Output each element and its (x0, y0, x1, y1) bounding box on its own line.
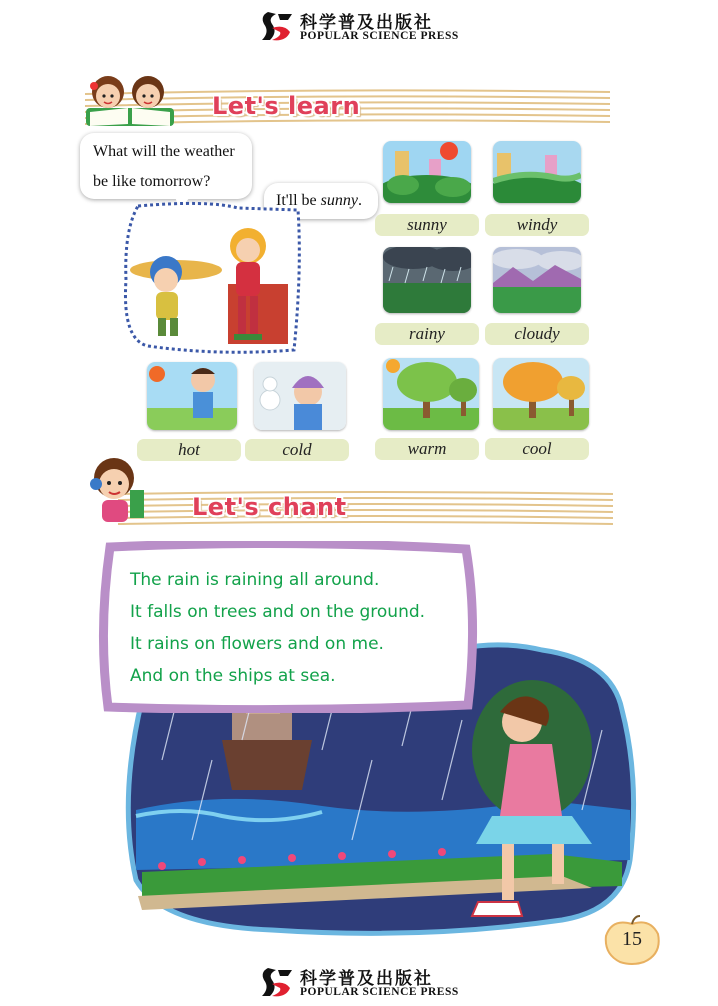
answer-text: It'll be sunny. (276, 192, 362, 209)
question-line-1: What will the weather (93, 143, 235, 160)
chant-line-3: It rains on flowers and on me. (130, 634, 384, 654)
publisher-name-cn: 科学普及出版社 (300, 969, 433, 989)
page-number: 15 (622, 928, 642, 950)
chant-line-1: The rain is raining all around. (130, 570, 380, 590)
cloudy-weather-icon (493, 247, 581, 313)
word-label-hot: hot (137, 439, 241, 461)
word-label-cool: cool (485, 438, 589, 460)
question-line-2: be like tomorrow? (93, 173, 211, 190)
chant-text (130, 568, 425, 696)
rainy-weather-icon (383, 247, 471, 313)
publisher-name-en: POPULAR SCIENCE PRESS (300, 30, 459, 42)
publisher-name-cn: 科学普及出版社 (300, 13, 433, 33)
chant-line-2: It falls on trees and on the ground. (130, 602, 426, 622)
hot-weather-icon (147, 362, 237, 430)
sunny-weather-icon (383, 141, 471, 203)
dialog-illustration (118, 200, 304, 358)
chant-line-4: And on the ships at sea. (130, 666, 336, 686)
question-bubble (80, 133, 252, 199)
publisher-header (0, 0, 718, 50)
word-label-cloudy: cloudy (485, 323, 589, 345)
learn-title: Let's learn (212, 92, 361, 120)
warm-weather-icon (383, 358, 479, 430)
girl-headphones-icon (86, 454, 150, 526)
chant-title: Let's chant (192, 493, 347, 521)
publisher-name-en: POPULAR SCIENCE PRESS (300, 986, 459, 998)
publisher-logo-icon (258, 8, 296, 44)
windy-weather-icon (493, 141, 581, 203)
cold-weather-icon (254, 362, 346, 430)
word-label-warm: warm (375, 438, 479, 460)
word-label-cold: cold (245, 439, 349, 461)
word-label-sunny: sunny (375, 214, 479, 236)
answer-word: sunny (320, 192, 358, 209)
publisher-logo-icon (258, 964, 296, 1000)
word-label-windy: windy (485, 214, 589, 236)
publisher-footer (0, 956, 718, 1006)
kids-reading-icon (80, 68, 180, 130)
word-label-rainy: rainy (375, 323, 479, 345)
cool-weather-icon (493, 358, 589, 430)
